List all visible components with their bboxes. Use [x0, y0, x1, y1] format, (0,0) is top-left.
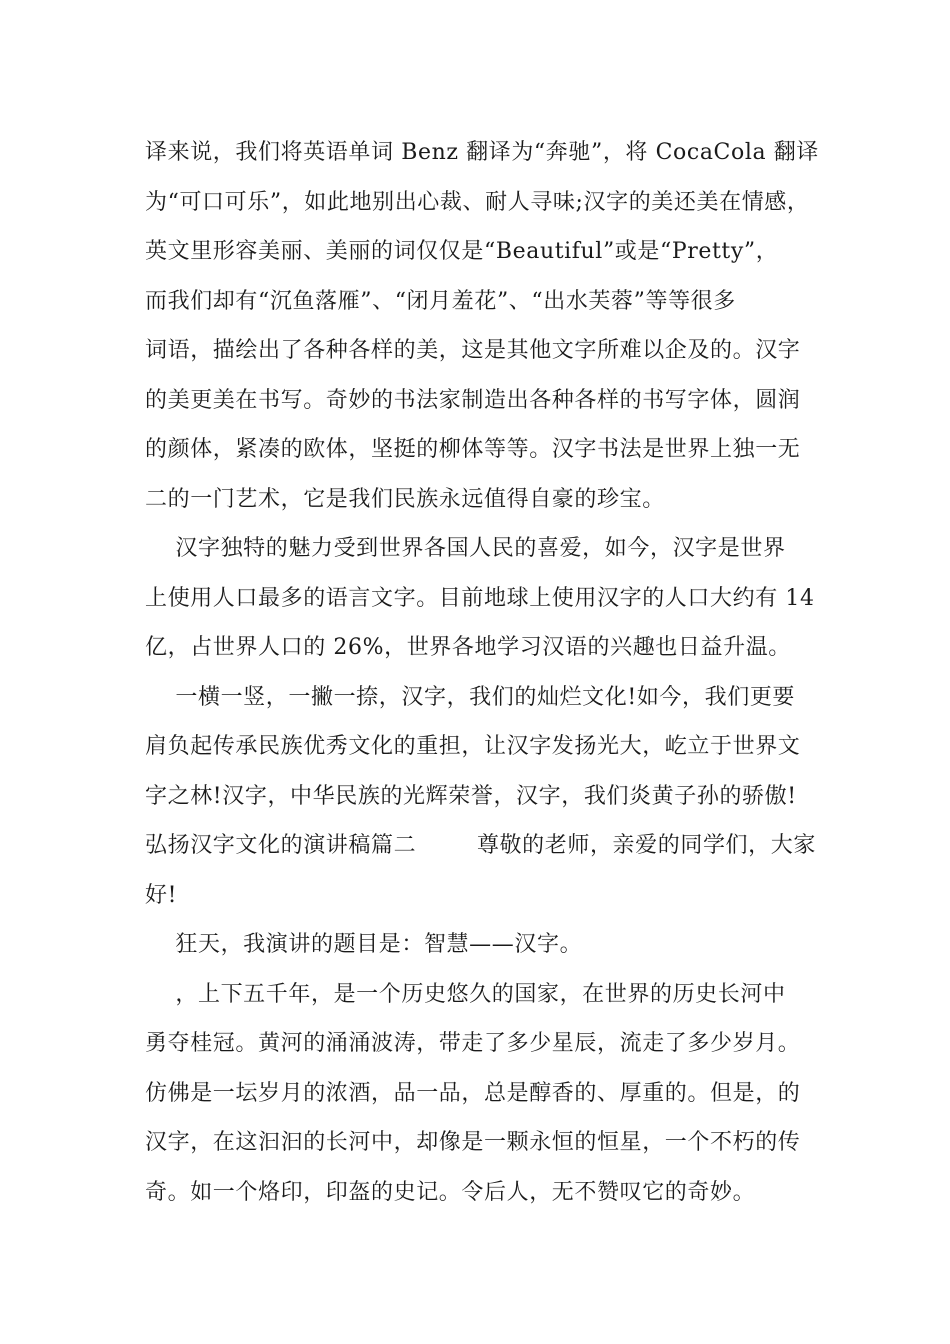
text-line: 的颜体，紧凑的欧体，坚挺的柳体等等。汉字书法是世界上独一无 — [145, 437, 801, 462]
text-line: 二的一门艺术，它是我们民族永远值得自豪的珍宝。 — [145, 486, 665, 512]
text-line: 狂天，我演讲的题目是：智慧——汉字。 — [145, 932, 583, 957]
section-heading-line: 弘扬汉字文化的演讲稿篇二 尊敬的老师，亲爱的同学们，大家 — [145, 833, 816, 858]
body-text — [145, 128, 845, 1217]
text-line: 词语，描绘出了各种各样的美，这是其他文字所难以企及的。汉字 — [145, 338, 801, 363]
text-line: 一横一竖，一撇一捺，汉字，我们的灿烂文化!如今，我们更要 — [145, 684, 796, 710]
text-line: 亿，占世界人口的 26%，世界各地学习汉语的兴趣也日益升温。 — [145, 635, 791, 660]
text-line: 肩负起传承民族优秀文化的重担，让汉字发扬光大，屹立于世界文 — [145, 734, 801, 759]
text-line: 字之林!汉字，中华民族的光辉荣誉，汉字，我们炎黄子孙的骄傲! — [145, 783, 797, 809]
text-line: 上使用人口最多的语言文字。目前地球上使用汉字的人口大约有 14 — [145, 585, 815, 611]
text-line: 勇夺桂冠。黄河的涌涌波涛，带走了多少星辰，流走了多少岁月。 — [145, 1031, 801, 1056]
text-line: 仿佛是一坛岁月的浓酒，品一品，总是醇香的、厚重的。但是，的 — [145, 1080, 801, 1106]
text-line: 的美更美在书写。奇妙的书法家制造出各种各样的书写字体，圆润 — [145, 387, 801, 413]
text-line: ，上下五千年，是一个历史悠久的国家，在世界的历史长河中 — [145, 981, 786, 1007]
text-line: 英文里形容美丽、美丽的词仅仅是“Beautiful”或是“Pretty”， — [145, 239, 779, 264]
text-line: 为“可口可乐”，如此地别出心裁、耐人寻味;汉字的美还美在情感， — [145, 189, 810, 215]
text-line: 而我们却有“沉鱼落雁”、“闭月羞花”、“出水芙蓉”等等很多 — [145, 288, 736, 314]
text-line: 译来说，我们将英语单词 Benz 翻译为“奔驰”，将 CocaCola 翻译 — [145, 140, 819, 165]
text-line: 汉字独特的魅力受到世界各国人民的喜爱，如今，汉字是世界 — [145, 536, 786, 561]
text-line: 好! — [145, 882, 178, 908]
text-line: 奇。如一个烙印，印盔的史记。令后人，无不赞叹它的奇妙。 — [145, 1179, 756, 1205]
text-line: 汉字，在这汩汩的长河中，却像是一颗永恒的恒星，一个不朽的传 — [145, 1130, 801, 1155]
